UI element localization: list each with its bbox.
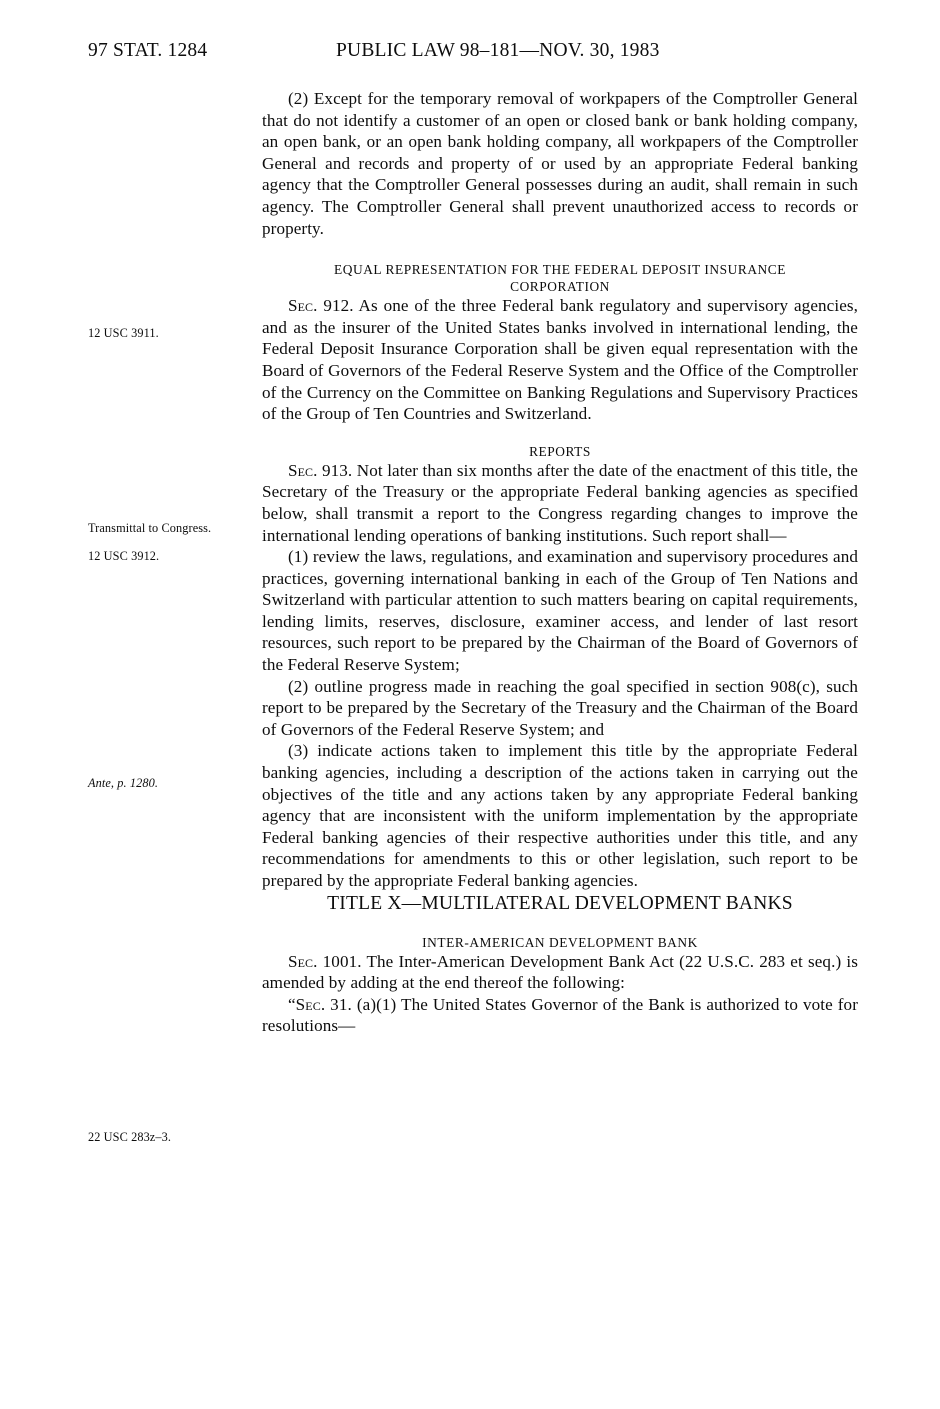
- running-head: [88, 40, 858, 66]
- section-31: [262, 994, 858, 1037]
- heading-reports: REPORTS: [529, 443, 591, 459]
- sidenote-ante-1280: Ante, p. 1280.: [88, 776, 159, 790]
- main-text-column: [262, 88, 858, 1037]
- section-913: [262, 460, 858, 546]
- list-item-2: (2) outline progress made in reaching the goal specified in section 908(c), such report to be prepared by the Secretary of the Treasury and the Chairman of the Board of Governors of the Federal Reserve System; and: [262, 676, 858, 739]
- section-912: [262, 295, 858, 425]
- section-1001-text: The Inter-American Development Bank Act (22 U.S.C. 283 et seq.) is amended by adding at the end thereof the following:: [262, 951, 858, 993]
- sidenote-usc-3911: 12 USC 3911.: [88, 326, 159, 340]
- section-1001: [262, 951, 858, 994]
- sidenote-usc-3912: 12 USC 3912.: [88, 549, 160, 563]
- section-31-text: (a)(1) The United States Governor of the Bank is authorized to vote for resolutions—: [262, 994, 858, 1036]
- title-x-heading: TITLE X—MULTILATERAL DEVELOPMENT BANKS: [327, 892, 793, 914]
- heading-inter-american-development-bank: INTER-AMERICAN DEVELOPMENT BANK: [422, 934, 698, 950]
- paragraph-2: (2) Except for the temporary removal of workpapers of the Comptroller General that do not identify a customer of an open or closed bank or bank holding company, an open bank, or an open bank holding company, all workpapers of the Comptroller General and records and property of or used by an appropriate Federal banking agency that the Comptroller General possesses during an audit, shall remain in such agency. The Comptroller General shall prevent unauthorized access to records or property.: [262, 89, 858, 238]
- sidenote-usc-283z-3: 22 USC 283z–3.: [88, 1130, 172, 1144]
- section-1001-label: Sec. 1001.: [288, 951, 362, 971]
- sidenote-transmittal: Transmittal to Congress.: [88, 521, 212, 535]
- list-item-3: (3) indicate actions taken to implement this title by the appropriate Federal banking agencies, including a description of the actions taken in carrying out the objectives of the title and any actions taken by any appropriate Federal banking agency that are inconsistent with the uniform implementation by the appropriate Federal banking agencies of their respective authorities under this title, and any recommendations for amendments to this or other legislation, such report to be prepared by the appropriate Federal banking agencies.: [262, 741, 858, 890]
- section-31-label: “Sec. 31.: [288, 994, 352, 1014]
- section-913-label: Sec. 913.: [288, 460, 353, 480]
- section-913-text: Not later than six months after the date of the enactment of this title, the Secretary of the Treasury or the appropriate Federal banking agencies as specified below, shall transmit a report to the Congress regarding changes to improve the international lending operations of banking institutions. Such report shall—: [262, 460, 858, 545]
- section-912-text: As one of the three Federal bank regulatory and supervisory agencies, and as the insurer of the United States banks involved in international lending, the Federal Deposit Insurance Corporation shall be given equal representation with the Board of Governors of the Federal Reserve System and the Office of the Comptroller of the Currency on the Committee on Banking Regulations and Supervisory Practices of the Group of Ten Countries and Switzerland.: [262, 296, 859, 424]
- public-law-header: PUBLIC LAW 98–181—NOV. 30, 1983: [336, 40, 660, 61]
- section-912-label: Sec. 912.: [288, 296, 354, 316]
- page-statute-number: 97 STAT. 1284: [88, 40, 208, 61]
- heading-equal-representation-line2: CORPORATION: [510, 279, 610, 295]
- list-item-1: (1) review the laws, regulations, and examination and supervisory procedures and practices, governing international banking in each of the Group of Ten Nations and Switzerland with particular attention to such matters bearing on capital requirements, lending limits, reserves, disclosure, examiner access, and lender of last resort resources, such report to be prepared by the Chairman of the Board of Governors of the Federal Reserve System;: [262, 547, 858, 675]
- heading-equal-representation-line1: EQUAL REPRESENTATION FOR THE FEDERAL DEPOSIT INSURANCE: [334, 262, 786, 278]
